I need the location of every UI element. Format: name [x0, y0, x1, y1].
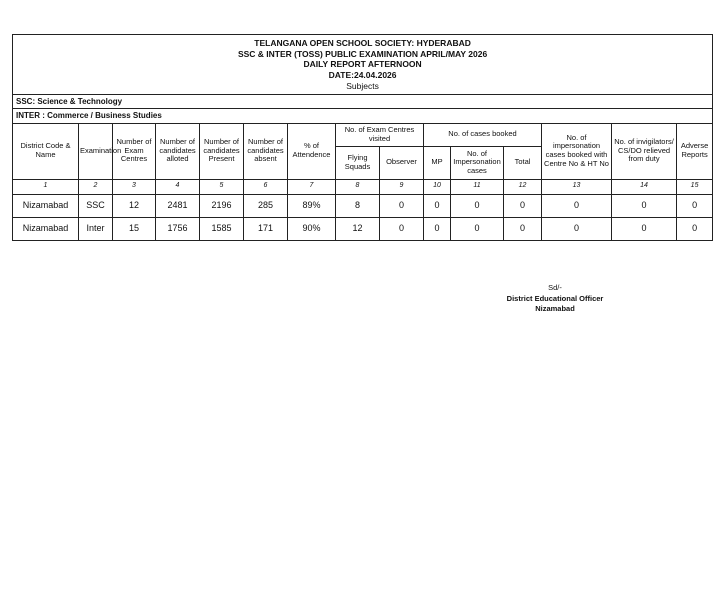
header-date: DATE:24.04.2026 — [328, 69, 397, 80]
header-subjects: Subjects — [346, 80, 379, 91]
col-number: 8 — [336, 179, 380, 194]
col-number: 11 — [451, 179, 504, 194]
table-cell: 0 — [424, 194, 451, 217]
col-centres-visited: No. of Exam Centres visited — [336, 123, 424, 146]
col-number: 3 — [113, 179, 156, 194]
header-line-1: TELANGANA OPEN SCHOOL SOCIETY: HYDERABAD — [254, 38, 471, 48]
table-cell: SSC — [79, 194, 113, 217]
signature-block — [470, 283, 640, 315]
col-mp: MP — [424, 146, 451, 179]
col-flying-squads: Flying Squads — [336, 146, 380, 179]
section-ssc: SSC: Science & Technology — [13, 95, 713, 109]
col-examination: Examination — [79, 123, 113, 179]
table-cell: 89% — [288, 194, 336, 217]
col-number: 15 — [677, 179, 713, 194]
table-cell: 2481 — [156, 194, 200, 217]
table-cell: 171 — [244, 217, 288, 240]
col-number: 5 — [200, 179, 244, 194]
col-number: 2 — [79, 179, 113, 194]
col-number: 1 — [13, 179, 79, 194]
table-cell: Nizamabad — [13, 194, 79, 217]
table-cell: 1585 — [200, 217, 244, 240]
col-exam-centres: Number of Exam Centres — [113, 123, 156, 179]
table-cell: 8 — [336, 194, 380, 217]
table-row — [13, 194, 713, 217]
table-cell: 1756 — [156, 217, 200, 240]
table-cell: 0 — [612, 194, 677, 217]
table-row — [13, 217, 713, 240]
report-table — [12, 34, 713, 241]
col-cases-booked: No. of cases booked — [424, 123, 542, 146]
col-impersonation: No. of Impersonation cases — [451, 146, 504, 179]
col-observer: Observer — [380, 146, 424, 179]
table-cell: 0 — [504, 217, 542, 240]
table-cell: 0 — [542, 194, 612, 217]
section-inter: INTER : Commerce / Business Studies — [13, 109, 713, 123]
table-cell: 2196 — [200, 194, 244, 217]
table-cell: 0 — [451, 217, 504, 240]
col-number: 4 — [156, 179, 200, 194]
col-adverse: Adverse Reports — [677, 123, 713, 179]
table-cell: 90% — [288, 217, 336, 240]
table-cell: 0 — [677, 217, 713, 240]
table-cell: 0 — [504, 194, 542, 217]
col-number: 10 — [424, 179, 451, 194]
header-line-2: SSC & INTER (TOSS) PUBLIC EXAMINATION APRIL/MAY 2026 — [237, 48, 488, 59]
table-cell: 0 — [380, 194, 424, 217]
signature-sd: Sd/- — [548, 283, 562, 292]
col-number: 9 — [380, 179, 424, 194]
col-attendance: % of Attendence — [288, 123, 336, 179]
table-cell: 0 — [424, 217, 451, 240]
table-cell: 285 — [244, 194, 288, 217]
col-impersonation-details: No. of impersonation cases booked with Centre No & HT No — [542, 123, 612, 179]
header-line-3: DAILY REPORT AFTERNOON — [303, 59, 422, 70]
column-number-row — [13, 179, 713, 194]
col-number: 13 — [542, 179, 612, 194]
table-cell: Nizamabad — [13, 217, 79, 240]
signature-title: District Educational Officer — [506, 293, 604, 303]
daily-report-sheet — [12, 34, 712, 241]
col-absent: Number of candidates absent — [244, 123, 288, 179]
table-cell: 0 — [677, 194, 713, 217]
signature-place: Nizamabad — [535, 304, 575, 313]
table-cell: 12 — [336, 217, 380, 240]
col-total: Total — [504, 146, 542, 179]
col-district: District Code & Name — [13, 123, 79, 179]
col-number: 12 — [504, 179, 542, 194]
col-number: 14 — [612, 179, 677, 194]
table-cell: 0 — [542, 217, 612, 240]
table-cell: 0 — [380, 217, 424, 240]
col-number: 6 — [244, 179, 288, 194]
col-number: 7 — [288, 179, 336, 194]
col-present: Number of candidates Present — [200, 123, 244, 179]
report-header — [13, 35, 713, 95]
col-allotted: Number of candidates alloted — [156, 123, 200, 179]
table-cell: 15 — [113, 217, 156, 240]
table-cell: 0 — [451, 194, 504, 217]
col-invigilators: No. of invigilators/ CS/DO relieved from duty — [612, 123, 677, 179]
table-cell: 0 — [612, 217, 677, 240]
table-cell: Inter — [79, 217, 113, 240]
table-cell: 12 — [113, 194, 156, 217]
